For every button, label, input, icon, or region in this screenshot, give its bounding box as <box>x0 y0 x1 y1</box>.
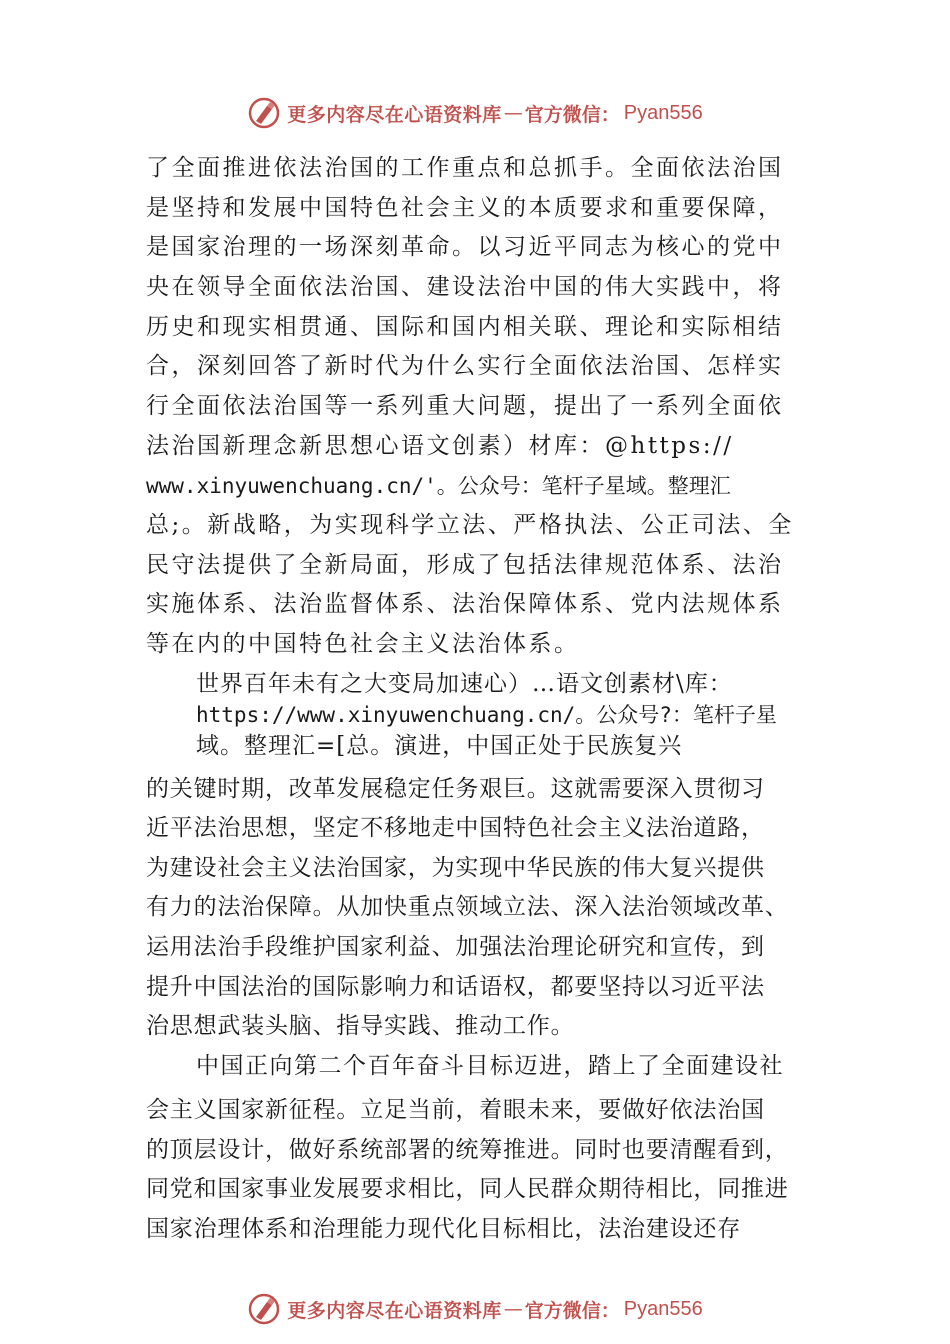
footer-wechat-id: Pyan556 <box>623 1297 703 1320</box>
body-line: 的关键时期，改革发展稳定任务艰巨。这就需要深入贯彻习 <box>146 776 765 802</box>
body-line: 民守法提供了全新局面，形成了包括法律规范体系、法治 <box>146 552 784 578</box>
body-line: 行全面依法治国等一系列重大问题，提出了一系列全面依 <box>146 393 784 419</box>
body-line: 为建设社会主义法治国家，为实现中华民族的伟大复兴提供 <box>146 855 765 881</box>
body-line: 总;。新战略，为实现科学立法、严格执法、公正司法、全 <box>146 512 794 538</box>
body-line: 会主义国家新征程。立足当前，着眼未来，要做好依法治国 <box>146 1097 765 1123</box>
body-line: www.xinyuwenchuang.cn/'。公众号：笔杆子星域。整理汇 <box>146 474 731 498</box>
footer-separator: — <box>503 1298 523 1320</box>
body-line: 央在领导全面依法治国、建设法治中国的伟大实践中，将 <box>146 274 784 300</box>
body-line: 有力的法治保障。从加快重点领域立法、深入法治领域改革、 <box>146 894 789 920</box>
body-line: 中国正向第二个百年奋斗目标迈进，踏上了全面建设社 <box>196 1053 784 1079</box>
body-line: 世界百年未有之大变局加速心）…语文创素材\库： <box>196 671 733 697</box>
pen-nib-logo-icon <box>247 1292 281 1326</box>
body-line: https://www.xinyuwenchuang.cn/。公众号?：笔杆子星 <box>196 703 777 727</box>
header-separator: — <box>503 102 523 124</box>
body-line: 实施体系、法治监督体系、法治保障体系、党内法规体系 <box>146 591 784 617</box>
pen-nib-logo-icon <box>247 96 281 130</box>
header-wechat-id: Pyan556 <box>623 101 703 124</box>
body-line: 近平法治思想，坚定不移地走中国特色社会主义法治道路， <box>146 815 765 841</box>
body-line: 治思想武装头脑、指导实践、推动工作。 <box>146 1013 575 1039</box>
body-line: 合，深刻回答了新时代为什么实行全面依法治国、怎样实 <box>146 353 784 379</box>
body-line: 法治国新理念新思想心语文创素）材库：@https:// <box>146 433 734 459</box>
body-line: 等在内的中国特色社会主义法治体系。 <box>146 631 580 657</box>
header-banner <box>0 95 950 131</box>
body-line: 运用法治手段维护国家利益、加强法治理论研究和宣传，到 <box>146 934 765 960</box>
body-line: 的顶层设计，做好系统部署的统筹推进。同时也要清醒看到， <box>146 1137 789 1163</box>
footer-banner <box>0 1291 950 1327</box>
body-line: 了全面推进依法治国的工作重点和总抓手。全面依法治国 <box>146 155 784 181</box>
body-line: 同党和国家事业发展要求相比，同人民群众期待相比，同推进 <box>146 1176 789 1202</box>
header-brand-text: 更多内容尽在心语资料库 <box>287 103 502 126</box>
header-wechat-label: 官方微信： <box>524 103 620 126</box>
body-line: 域。整理汇=[总。演进，中国正处于民族复兴 <box>196 733 683 759</box>
body-line: 国家治理体系和治理能力现代化目标相比，法治建设还存 <box>146 1216 741 1242</box>
body-line: 是国家治理的一场深刻革命。以习近平同志为核心的党中 <box>146 234 784 260</box>
footer-wechat-label: 官方微信： <box>524 1299 620 1322</box>
footer-brand-text: 更多内容尽在心语资料库 <box>287 1299 502 1322</box>
body-line: 是坚持和发展中国特色社会主义的本质要求和重要保障， <box>146 195 784 221</box>
body-line: 提升中国法治的国际影响力和话语权，都要坚持以习近平法 <box>146 974 765 1000</box>
body-line: 历史和现实相贯通、国际和国内相关联、理论和实际相结 <box>146 314 784 340</box>
